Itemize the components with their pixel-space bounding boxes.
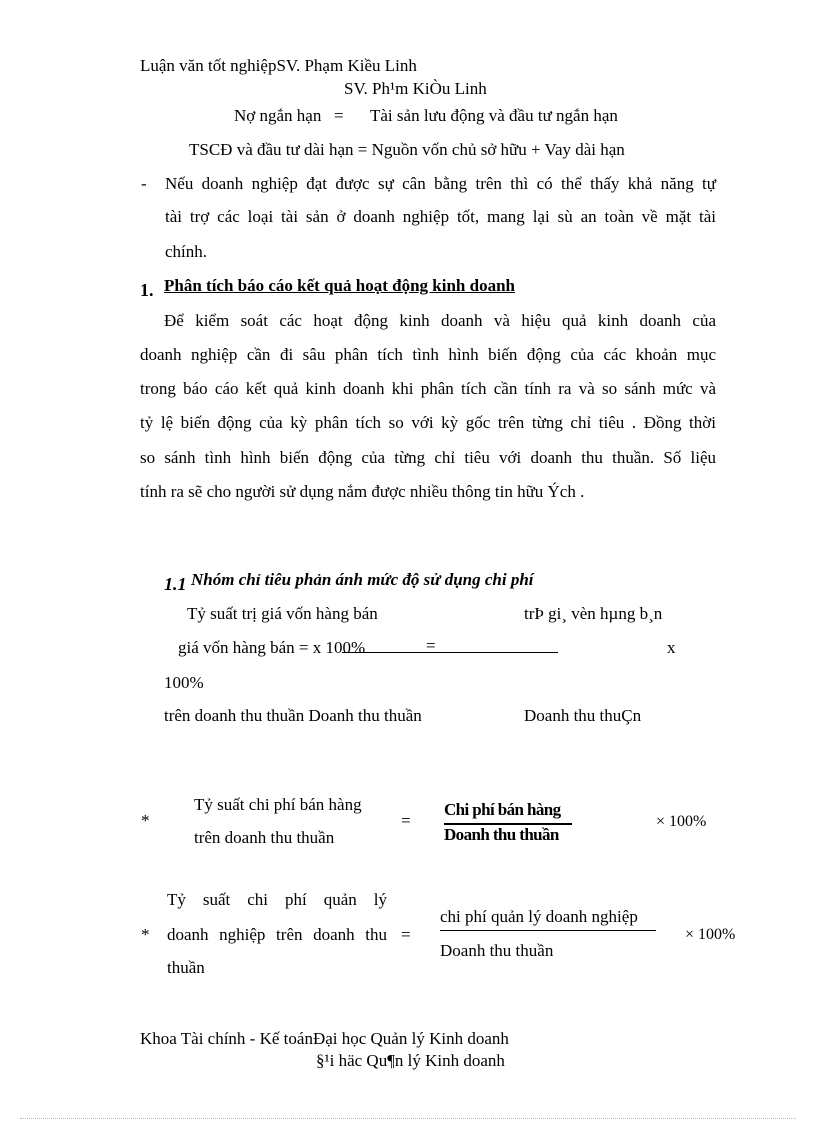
paragraph-line: Để kiểm soát các hoạt động kinh doanh và hiệu quả kinh doanh của [164,311,716,330]
formula-3-denominator: Doanh thu thuần [440,941,554,960]
equation-1-left: Nợ ngắn hạn [234,106,322,125]
formula-3-star: * [141,925,150,944]
formula-1-equals: = [426,636,436,655]
paragraph-line: tỷ lệ biến động của kỳ phân tích so với kỳ gốc trên từng chỉ tiêu . Đồng thời [140,413,716,432]
formula-3-numerator: chi phí quản lý doanh nghiệp [440,907,638,926]
formula-3-label-line-3: thuần [167,958,205,977]
formula-1-percent: 100% [164,673,204,692]
paragraph-line: doanh nghiệp cần đi sâu phân tích tình hình biến động của các khoản mục [140,345,716,364]
formula-2-times: × 100% [656,813,707,830]
bullet-line-2: tài trợ các loại tài sản ở doanh nghiệp tốt, mang lại sù an toàn về mặt tài [165,207,716,226]
section-1-title: Phân tích báo cáo kết quả hoạt động kinh doanh [164,276,515,295]
formula-3-times: × 100% [685,926,736,943]
section-1-1-title: Nhóm chỉ tiêu phản ánh mức độ sử dụng chi phí [191,570,534,589]
bullet-line-3: chính. [165,242,208,261]
section-1-number: 1. [140,280,154,300]
formula-3-label-line-2: doanh nghiệp trên doanh thu [167,925,387,944]
formula-1-label-top: Tỷ suất trị giá vốn hàng bán [187,604,378,623]
formula-1-denominator: Doanh thu thuÇn [524,706,642,725]
formula-2-denominator: Doanh thu thuần [444,825,559,844]
paragraph-line: tính ra sẽ cho người sử dụng nắm được nhiều thông tin hữu Ých . [140,482,585,501]
formula-1-numerator: trÞ gi¸ vèn hµng b¸n [524,604,663,623]
formula-3-label-line-1: Tỷ suất chi phí quản lý [167,890,387,909]
formula-3-fraction-line [440,930,656,931]
formula-3-equals: = [401,925,411,944]
formula-1-fraction-line [342,652,558,653]
paragraph-line: so sánh tình hình biến động của từng chỉ tiêu với doanh thu thuần. Số liệu [140,448,716,467]
formula-1-times: x [667,638,676,657]
bullet-line-1: Nếu doanh nghiệp đạt được sự cân bằng trên thì có thể thấy khả năng tự [165,174,716,193]
equation-2: TSCĐ và đầu tư dài hạn = Nguồn vốn chủ sở hữu + Vay dài hạn [189,140,625,159]
header-line-legacy: SV. Ph¹m KiÒu Linh [344,79,487,98]
header-line: Luận văn tốt nghiệpSV. Phạm Kiều Linh [140,56,417,75]
formula-2-star: * [141,811,150,830]
formula-2-label-line-2: trên doanh thu thuần [194,828,335,847]
formula-2-numerator: Chi phí bán hàng [444,800,561,819]
paragraph-line: trong báo cáo kết quả kinh doanh khi phân tích cần tính ra và so sánh mức và [140,379,716,398]
formula-1-label-bottom: trên doanh thu thuần Doanh thu thuần [164,706,422,725]
page-bottom-rule [20,1118,796,1119]
bullet-marker: - [141,174,147,193]
equation-1-equals: = [334,106,344,125]
footer-line-legacy: §¹i häc Qu¶n lý Kinh doanh [316,1051,505,1070]
section-1-1-number: 1.1 [164,574,187,594]
footer-line: Khoa Tài chính - Kế toánĐại học Quản lý Kinh doanh [140,1029,509,1048]
formula-2-label-line-1: Tỷ suất chi phí bán hàng [194,795,362,814]
equation-1-right: Tài sản lưu động và đầu tư ngắn hạn [370,106,618,125]
formula-2-equals: = [401,811,411,830]
formula-1-label-mid: giá vốn hàng bán = x 100% [178,638,366,657]
